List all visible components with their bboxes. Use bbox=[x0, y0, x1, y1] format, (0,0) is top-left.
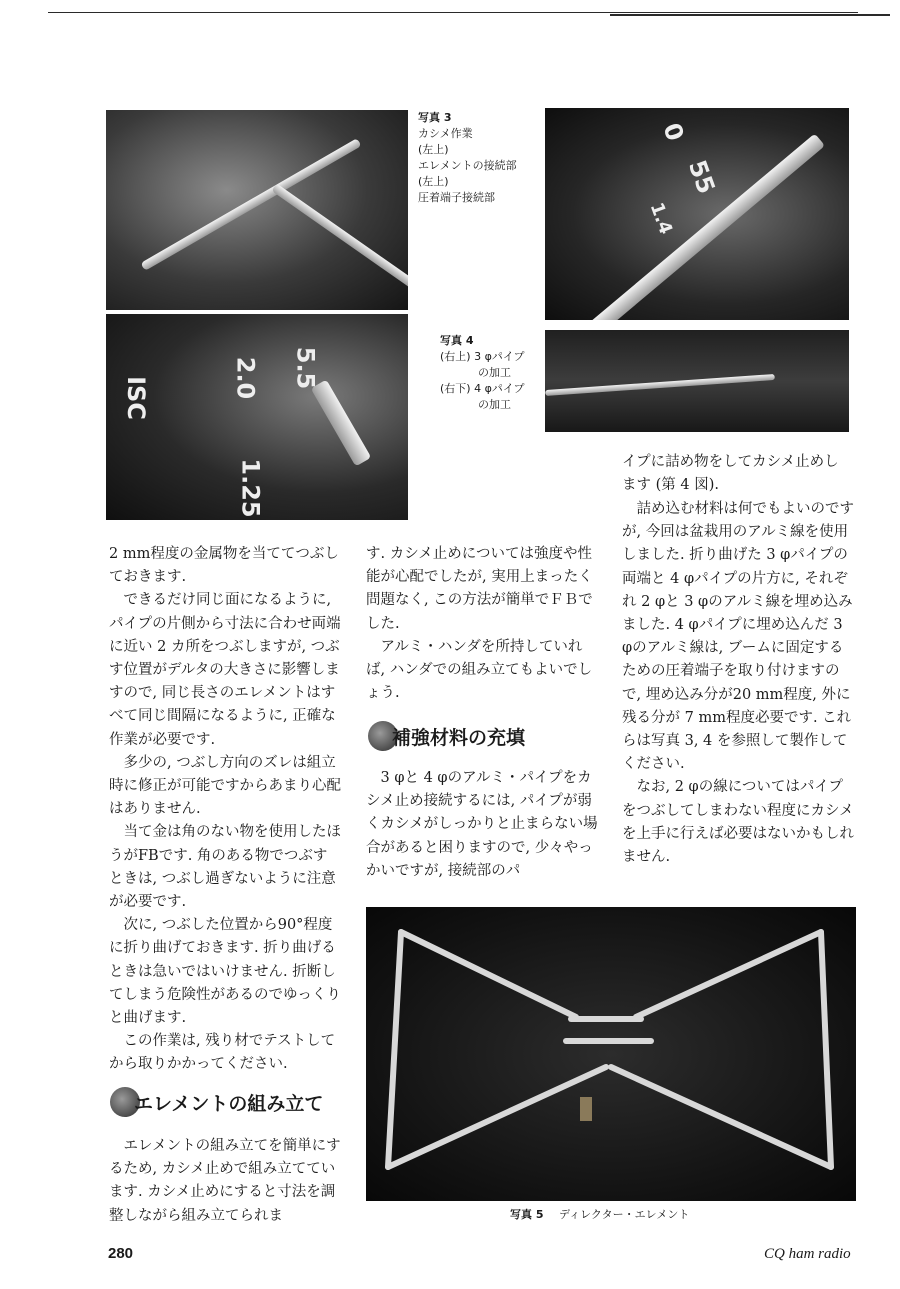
caption-line: (左上) bbox=[418, 175, 449, 188]
caption-title: 写真 5 bbox=[510, 1208, 544, 1221]
photo-mark: 5.5 bbox=[291, 346, 320, 390]
body-paragraph: この作業は, 残り材でテストしてから取りかかってください. bbox=[109, 1033, 336, 1073]
body-paragraph: 3 φと 4 φのアルミ・パイプをカシメ止め接続するには, パイプが弱くカシメがしっかりと止まらない場合があると困りますので, 少々やっかいですが, 接続部のパ bbox=[366, 770, 598, 879]
caption-line: エレメントの接続部 bbox=[418, 159, 517, 172]
pipe-rod bbox=[140, 138, 361, 271]
photo-3-caption bbox=[418, 110, 543, 206]
photo-mark: 55 bbox=[682, 156, 721, 198]
body-paragraph: 詰め込む材料は何でもよいのですが, 今回は盆栽用のアルミ線を使用しました. 折り曲げた 3 φパイプの両端と 4 φパイプの片方に, それぞれ 2 φと 3 φのアルミ線を埋め込みました. 4 φパイプに埋め込んだ 3 φのアルミ線は, ブームに固定するための圧着端子を取り付けますので, 埋め込み分が20 mm程度, 外に残る分が 7 mm程度必要です. これらは写真 3, 4 を参照して製作してください. bbox=[622, 501, 854, 773]
photo-mark: 2.0 bbox=[231, 356, 260, 400]
column-right-top bbox=[622, 451, 854, 497]
caption-line: (右上) 3 φパイプ bbox=[440, 350, 525, 363]
top-rule-left bbox=[48, 12, 858, 13]
caption-title: 写真 3 bbox=[418, 111, 452, 124]
photo-mark: ISC bbox=[121, 376, 150, 420]
column-left-lower bbox=[109, 1135, 341, 1228]
body-paragraph: 2 mm程度の金属物を当ててつぶしておきます. bbox=[109, 546, 339, 586]
element-frame-drawing bbox=[366, 907, 856, 1201]
top-rule-right bbox=[610, 14, 890, 16]
body-line: イプに詰め物をしてカシメ止めし bbox=[622, 454, 839, 470]
caption-line: カシメ作業 bbox=[418, 127, 473, 140]
photo-4-right-bottom bbox=[545, 330, 849, 432]
body-paragraph: エレメントの組み立てを簡単にするため, カシメ止めで組み立てています. カシメ止めにすると寸法を調整しながら組み立てられま bbox=[109, 1138, 341, 1224]
photo-mark: 0 bbox=[657, 119, 690, 145]
caption-line: (右下) 4 φパイプ bbox=[440, 382, 525, 395]
photo-4-caption bbox=[440, 333, 545, 413]
magazine-name: CQ ham radio bbox=[764, 1246, 851, 1262]
caption-line: 圧着端子接続部 bbox=[418, 191, 495, 204]
caption-title: 写真 4 bbox=[440, 334, 474, 347]
page-number: 280 bbox=[108, 1245, 134, 1262]
column-middle-lower bbox=[366, 767, 598, 883]
caption-line: の加工 bbox=[478, 366, 511, 379]
photo-4-right-top bbox=[545, 108, 849, 320]
body-line: ます (第 4 図). bbox=[622, 477, 719, 494]
body-paragraph: なお, 2 φの線についてはパイプをつぶしてしまわない程度にカシメを上手に行えば必要はないかもしれません. bbox=[622, 779, 854, 866]
body-paragraph: 当て金は角のない物を使用したほうがFBです. 角のある物でつぶすときは, つぶし過ぎないように注意が必要です. bbox=[109, 824, 341, 911]
body-paragraph: す. カシメ止めについては強度や性能が心配でしたが, 実用上まったく問題なく, この方法が簡単でＦＢでした. bbox=[366, 546, 593, 632]
section-heading-element-assembly bbox=[110, 1084, 323, 1120]
pipe-rod bbox=[311, 380, 372, 467]
column-left bbox=[109, 543, 341, 1077]
caption-line: (左上) bbox=[418, 143, 449, 156]
column-middle bbox=[366, 543, 598, 705]
pipe-rod bbox=[272, 183, 408, 305]
caption-line: の加工 bbox=[478, 398, 511, 411]
photo-5-director-element bbox=[366, 907, 856, 1201]
pipe-rod bbox=[545, 374, 775, 396]
heading-text: 補強材料の充填 bbox=[392, 726, 526, 749]
photo-3-left-top bbox=[106, 110, 408, 310]
body-paragraph: 多少の, つぶし方向のズレは組立時に修正が可能ですからあまり心配はありません. bbox=[109, 754, 341, 818]
caption-text: ディレクター・エレメント bbox=[558, 1208, 690, 1221]
photo-mark: 1.25 bbox=[236, 458, 265, 518]
photo-3-left-bottom bbox=[106, 314, 408, 520]
photo-mark: 1.4 bbox=[645, 199, 677, 238]
column-right bbox=[622, 498, 854, 869]
body-paragraph: アルミ・ハンダを所持していれば, ハンダでの組み立てもよいでしょう. bbox=[366, 638, 593, 702]
body-paragraph: できるだけ同じ面になるように, パイプの片側から寸法に合わせ両端に近い 2 カ所をつぶしますが, つぶす位置がデルタの大きさに影響しますので, 同じ長さのエレメントはすべて同じ間隔になるように, 正確な作業が必要です. bbox=[109, 592, 341, 748]
section-heading-reinforcement bbox=[368, 718, 525, 754]
heading-text: エレメントの組み立て bbox=[134, 1092, 324, 1115]
photo-5-caption bbox=[510, 1207, 770, 1223]
body-paragraph: 次に, つぶした位置から90°程度に折り曲げておきます. 折り曲げるときは急いではいけません. 折断してしまう危険性があるのでゆっくりと曲げます. bbox=[109, 917, 341, 1027]
